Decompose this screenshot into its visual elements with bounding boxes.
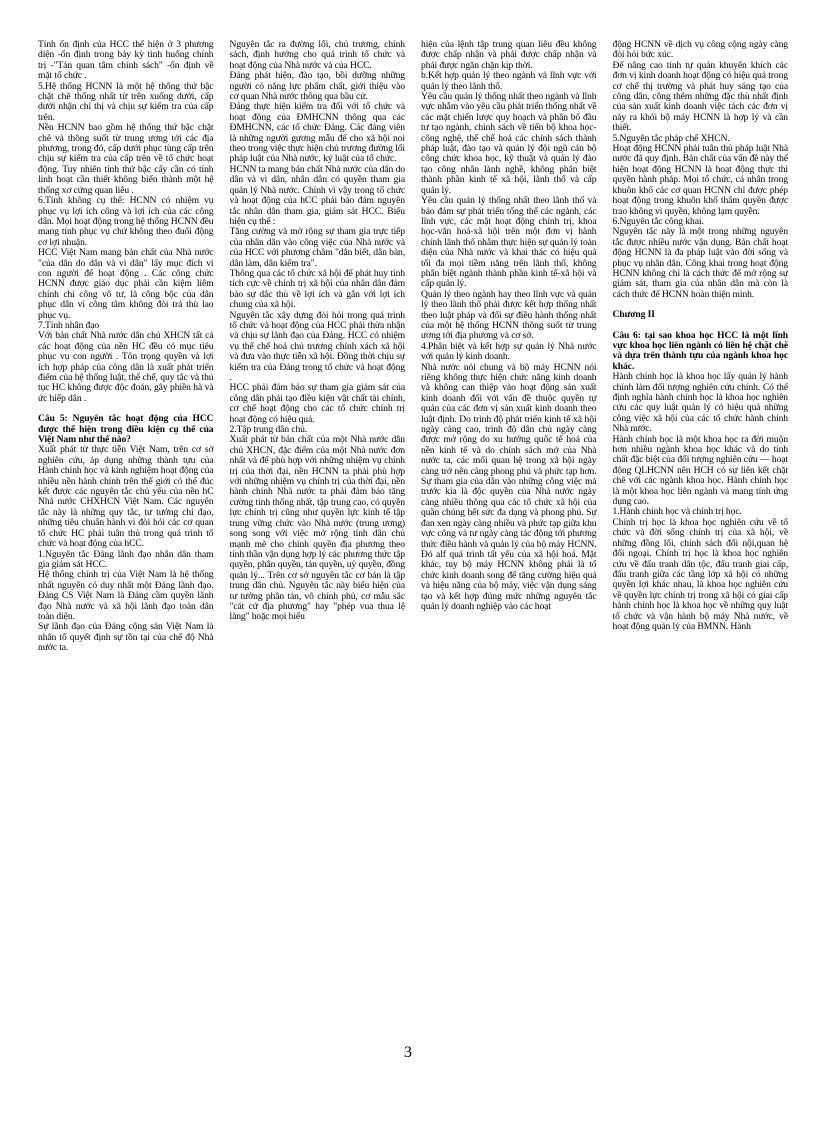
paragraph: Tăng cường và mở rộng sự tham gia trực tiếp của nhân dân vào công việc của Nhà nước và của HCC với phương châm "dân biết, dân bàn, dân làm, dân kiểm tra". xyxy=(229,226,405,269)
paragraph: Hoạt động HCNN phải tuân thủ pháp luật Nhà nước đã quy định. Bản chất của vấn đề này thể hiện hoạt động HCNN là hoạt động thực thi quyền hành pháp. Mọi tổ chức, cá nhân trong khuôn khổ các cơ quan HCNN chỉ được phép hoạt động trong khuôn khổ thẩm quyền được trao không vì quyền, không lạm quyền. xyxy=(612,143,788,217)
paragraph: Tính ổn định của HCC thể hiện ở 3 phương diện -ổn định trong bảy kỳ tình huống chính trị -"Tản quan tâm chính sách" -ổn định về mặt tổ chức . xyxy=(38,40,214,82)
paragraph: Xuất phát từ bản chất của một Nhà nước dân chủ XHCN, đặc điểm của một Nhà nước đơn nhất và để phù hợp với những nhiệm vụ chính trị của thời đại, nền HCNN ta phải phù hợp với những nhiệm vụ chính trị của thời đại, nền hành chính Nhà nước ta phải đảm bảo tăng cường tính thống nhất, tập trung cao, có quyền lực chính trị cũng như quyền lực kinh tế tập trung vững chức vào Nhà nước (trung ương) song song với việc mở rộng tính dân chủ mạnh mẽ cho chính quyền địa phương theo tinh thần vận dụng hợp lý các phương thức tập quyền, phân quyền, tản quyền, uỷ quyền, đồng quản lý... Trên cơ sở nguyên tắc cơ bản là tập trung dân chủ. Nguyên tắc này biểu hiện của tư tưởng phân tán, vô chính phủ, cơ mẫu sắc "cát cứ địa phương" hay "phép vua thua lệ làng" hoặc mọi biểu xyxy=(229,434,405,623)
paragraph: Nguyên tắc xây dựng đòi hỏi trong quá trình tổ chức và hoạt động của HCC phải thừa nhận và chịu sự lãnh đạo của Đảng. HCC có nhiệm vụ thể chế hoá chủ trương chính xách xã hội và đưa vào thực tiễn xã hội. Đồng thời chịu sự kiểm tra của Đảng trong tổ chức và hoạt động . xyxy=(229,309,405,383)
paragraph: Thông qua các tổ chức xã hội để phát huy tính tích cực về chính trị xã hội của nhân dân đảm bảo sự dắc thù về lợi ích và gắn với lợi ích chung của xã hội. xyxy=(229,267,405,311)
paragraph: 5.Nguyên tắc pháp chế XHCN. xyxy=(612,132,730,144)
column-4 xyxy=(613,40,789,1025)
paragraph: 6.Tính không cụ thể: HCNN có nhiệm vụ phục vụ lợi ích công và lợi ích của các công dân. Mọi hoạt động trong hệ thống HCNN đều mang tính phục vụ chứ không theo đuổi động cơ lợi nhuận. xyxy=(38,195,214,248)
paragraph: Nhà nước nói chung và bộ máy HCNN nói riêng không thực hiện chức năng kinh doanh và không can thiệp vào hoạt động sản xuất kinh doanh đối với vấn đề thuộc quyền tự quản của các đơn vị sản xuất kinh doanh theo luật định. Do trình độ phát triển kinh tế xã hội ngày càng cao, trình độ dân chủ ngày càng được mở rộng do xu hướng quốc tế hoá của nền kinh tế và do chính sách mở của Nhà nước ta, các mối quan hệ trong xã hội ngày càng trở nên càng phong phú và phức tạp hơn. Sự tham gia của dân vào những công việc mà trước kia là độc quyền của Nhà nước ngày càng nhiều thông qua các tổ chức xã hội của quần chúng hết sức đa dạng và phong phú. Sự đan xen ngày càng nhiều và phức tạp giữa khu vực công và tư ngày càng tác động tới phương thức điều hành và quản lý của bộ máy HCNN. Đó alf quá trình tất yếu của xã hội hoá. Mặt khác, tuy bộ máy HCNN không phải là tổ chức kinh doanh song để tăng cường hiệu quả và hiệu năng của bộ máy, việc vận dụng sáng tạo và kết hợp đúng mức những nguyên tắc quản lý doanh nghiệp vào các hoạt xyxy=(421,361,597,612)
paragraph: hiện của lệnh tập trung quan liêu đều không được chấp nhận và phải được chấp nhận và phải được ngăn chặn kịp thời. xyxy=(421,40,597,71)
paragraph: HCNN ta mang bản chất Nhà nước của dân do dân và vì dân, nhân dân có quyền tham gia quản lý Nhà nước. Chính vì vậy trong tổ chức và hoạt động của hCC phải bảo đảm nguyên tắc nhân dân tham gia, giám sát HCC. Biểu hiện cụ thể : xyxy=(229,163,405,227)
paragraph: Nguyên tắc ra đường lối, chủ trương, chính sách, định hướng cho quá trình tổ chức và hoạt động của Nhà nước và của HCC. xyxy=(229,40,405,71)
paragraph: Xuất phát từ thực tiễn Việt Nam, trên cơ sở nghiên cứu, áp dụng những thành tựu của Hành chính học và kinh nghiệm hoạt động của nhiều nền hành chính trên thế giới có thể đúc kết được các nguyên tắc chủ yếu của nền hC Nhà nước CHXHCN Việt Nam. Các nguyên tắc này là những quy tắc, tư tưởng chỉ đạo, những tiêu chuẩn hành vi đòi hỏi các cơ quan tổ chức HC phải tuân thủ trong quá trình tổ chức và hoạt động của hCC. xyxy=(38,444,214,550)
chapter-heading: Chương II xyxy=(612,309,655,321)
paragraph: Hành chính học là một khoa học ra đời muộn hơn nhiều ngành khoa học khác và do tính chất đặc biệt của đối tượng nghiên cứu — hoạt động QLHCNN nên HCH có sự liên kết chặt chẽ với các ngành khoa học. Hành chính học là một khoa học liên ngành và mang tính ứng dụng cao. xyxy=(612,433,788,508)
paragraph: 1.Nguyên tắc Đảng lãnh đạo nhân dân tham gia giám sát HCC. xyxy=(38,548,214,570)
text-columns xyxy=(38,40,788,1025)
paragraph: Để nâng cao tính tự quản khuyến khích các đơn vị kinh doanh hoạt động có hiệu quả trong cơ chế thị trường và phát huy sáng tạo của công dân, công thêm những đặc thù nhất định của sản xuất kinh doanh việc tách các đơn vị này ra khỏi bộ máy HCNN là hợp lý và cần thiết. xyxy=(612,59,788,134)
paragraph: 1.Hành chính học và chính trị học. xyxy=(612,506,742,518)
paragraph: 6.Nguyên tắc công khai. xyxy=(612,215,704,227)
paragraph: Đảng phát hiện, đào tạo, bồi dưỡng những người có năng lực phẩm chất, giới thiệu vào cơ quan Nhà nước thông qua bầu cử. xyxy=(229,70,405,103)
paragraph: Nguyên tắc này là một trong những nguyên tắc được nhiều nước vận dụng. Bản chất hoạt động HCNN là đa pháp luật vào đời sống và phục vụ nhân dân. Công khai trong hoạt động HCNN không chỉ là cách thức để mở rộng sự giám sát, tham gia của nhân dân mà còn là cách thức để HCNN hoàn thiện mình. xyxy=(612,226,788,300)
paragraph: b.Kết hợp quản lý theo ngành và lĩnh vực với quản lý theo lãnh thổ. xyxy=(421,70,597,92)
question-heading: Câu 5: Nguyên tắc hoạt động của HCC được thể hiện trong điều kiện cụ thể của Việt Nam như thế nào? xyxy=(38,413,214,446)
paragraph: 4.Phân biệt và kết hợp sự quản lý Nhà nước với quản lý kinh doanh. xyxy=(421,340,597,363)
paragraph: Yêu cầu quản lý thống nhất theo ngành và lĩnh vực nhằm vào yêu cầu phát triển thống nhất về các mặt chiến lược quy hoạch và phân bổ đầu tư tạo ngành, chính sách về tiến bộ khoa học-công nghệ, thể chế hoá các chính sách thành pháp luật, đào tạo và quản lý đội ngũ cán bộ công chức khoa học, kỹ thuật và quản lý đào tạo công nhân lành nghề, không phân biệt thành phần kinh tế xã hội, lãnh thổ và cấp quản lý. xyxy=(421,91,597,196)
paragraph: HCC Việt Nam mang bản chất của Nhà nước "của dân do dân và vì dân" lấy mục đích vì con người để hoạt động . Các công chức HCNN được giáo dục phải cần kiệm liêm chính chí công vô tư, là công bộc của dân phục dân vì công tâm không đòi trả thù lao phục vụ. xyxy=(38,247,214,321)
paragraph: Sự lãnh đạo của Đảng cộng sản Việt Nam là nhân tố quyết định sự tồn tại của chế độ Nhà nước ta. xyxy=(38,621,214,654)
paragraph: Với bản chất Nhà nước dân chủ XHCN tất cả các hoạt động của nền HC đều có mục tiêu phục vụ con người . Tôn trọng quyền và lợi ích hợp pháp của công dân là xuất phát triển điểm của hệ thống luật, thể chế, quy tắc và thủ tục HC không được độc đoán, gây phiền hà và ức hiếp dân . xyxy=(38,330,214,404)
paragraph: Yêu cầu quản lý thống nhất theo lãnh thổ và bảo đảm sự phát triển tổng thể các ngành, các lĩnh vực, các mặt hoạt động chính trị, khoa học-văn hoá-xã hội trên một đơn vị hành chính lãnh thổ nhằm thực hiện sự quản lý toàn diện của Nhà nước và khai thác có hiệu quả tối đa mọi tiềm năng trên lãnh thổ, không phân biệt ngành thành phần kinh tế-xã hội và cấp quản lý. xyxy=(421,195,597,290)
paragraph: Hệ thống chính trị của Việt Nam là hệ thống nhất nguyên có duy nhất một Đảng lãnh đạo. Đảng CS Việt Nam là Đảng cầm quyền lãnh đạo Nhà nước và xã hội lãnh đạo toàn dân toàn diện. xyxy=(38,569,214,622)
column-3 xyxy=(421,40,597,1025)
paragraph: Hành chính học là khoa học lấy quản lý hành chính làm đối tượng nghiên cứu chính. Có thể định nghĩa hành chính học là khoa học nghiên cứu các quy luật quản lý có hiệu quả những công việc xã hội của các tổ chức hành chính Nhà nước. xyxy=(612,371,788,435)
paragraph: 5.Hệ thống HCNN là một hệ thống thứ bậc chặt chẽ thống nhất từ trên xuống dưới, cấp dưới nhận chỉ thị và chịu sự kiểm tra của cấp trên. xyxy=(38,80,214,123)
paragraph: HCC phải đảm bảo sự tham gia giám sát của công dân phải tạo điều kiện vật chất tài chính, cơ chế hoạt động cho các tổ chức chính trị hoạt động có hiệu quả. xyxy=(229,382,405,425)
paragraph: Quản lý theo ngành hay theo lĩnh vực và quản lý theo lãnh thổ phải được kết hợp thống nhất theo luật pháp và đổi sự điều hành thống nhất của một hệ thống HCNN thông suốt từ trung ương tới địa phương và cơ sở. xyxy=(421,288,597,342)
paragraph: Nền HCNN bao gồm hệ thống thứ bậc chặt chẽ và thông suốt từ trung ương tới các địa phương, trong đó, cấp dưới phục tùng cấp trên chịu sự kiểm tra của cấp trên về tổ chức hoạt động. Tuy nhiên tính thứ bậc cấy cần có tính linh hoạt cần thiết không biến thành một hệ thống xơ cứng quan liêu . xyxy=(38,122,214,196)
column-2 xyxy=(230,40,406,1025)
question-heading: Câu 6: tại sao khoa học HCC là một lĩnh vực khoa học liên ngành có liên hệ chặt chẽ và dựa trên thành tựu của ngành khoa học khác. xyxy=(612,329,788,372)
page-number: 3 xyxy=(404,1044,412,1061)
paragraph: 2.Tập trung dân chủ. xyxy=(229,424,308,436)
paragraph: Chính trị học là khoa học nghiên cứu về tổ chức và đời sống chính trị của xã hội, về những đồng lối, chính sách đối nội,quan hệ đối ngoại. Chính trị học là khoa học nghiên cứu về đấu tranh dân tộc, đấu tranh giai cấp, đấu tranh giữa các tầng lớp xã hội có những quyền lợi khác nhau, là khoa học nghiên cứu về quyền lực chính trị trong xã hội có giai cấp hành chính học là khoa học về những quy luật tổ chức và vận hành bộ máy Nhà nước, về hoạt động quản lý của BMNN. Hành xyxy=(612,516,788,632)
paragraph: Đảng thực hiện kiểm tra đối với tổ chức và hoạt động của ĐMHCNN thông qua các ĐMHCNN, các tổ chức Đảng. Các đảng viên là những người gương mẫu để cho xã hội noi theo trong việc thực hiện chủ trương đường lối pháp luật của Nhà nước, kỷ luật của tổ chức. xyxy=(229,101,405,165)
column-1 xyxy=(38,40,214,1025)
paragraph: động HCNN về dịch vụ công cộng ngày càng đòi hỏi bức xúc. xyxy=(612,40,788,61)
paragraph: 7.Tính nhân đạo xyxy=(38,319,100,331)
